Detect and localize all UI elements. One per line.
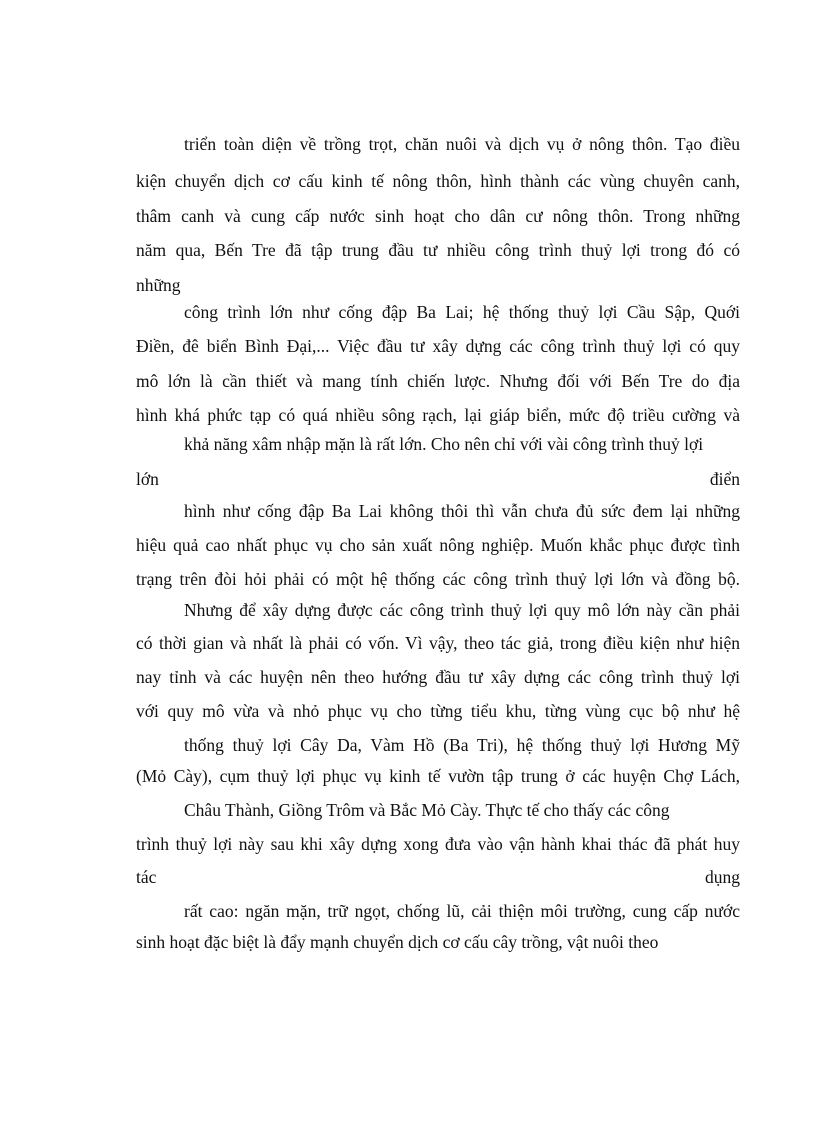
text-line: công trình lớn như cống đập Ba Lai; hệ thống thuỷ lợi Cầu Sập, Quới — [184, 302, 740, 322]
text-line: những — [136, 275, 181, 295]
text-line: năm qua, Bến Tre đã tập trung đầu tư nhiều công trình thuỷ lợi trong đó có — [136, 240, 740, 260]
text-line: hình như cống đập Ba Lai không thôi thì vẫn chưa đủ sức đem lại những — [184, 501, 740, 521]
text-line: khả năng xâm nhập mặn là rất lớn. Cho nên chỉ với vài công trình thuỷ lợi — [184, 434, 704, 454]
text-line: triển toàn diện về trồng trọt, chăn nuôi và dịch vụ ở nông thôn. Tạo điều — [184, 134, 740, 154]
text-line: nay tỉnh và các huyện nên theo hướng đầu tư xây dựng các công trình thuỷ lợi — [136, 667, 740, 687]
text-line: tác dụng — [136, 867, 740, 887]
text-line: lớn điển — [136, 469, 740, 489]
text-line: mô lớn là cần thiết và mang tính chiến lược. Nhưng đối với Bến Tre do địa — [136, 371, 740, 391]
text-line: hiệu quả cao nhất phục vụ cho sản xuất nông nghiệp. Muốn khắc phục được tình — [136, 535, 740, 555]
text-line: rất cao: ngăn mặn, trữ ngọt, chống lũ, cải thiện môi trường, cung cấp nước — [184, 901, 740, 921]
text-line: trạng trên đòi hỏi phải có một hệ thống các công trình thuỷ lợi lớn và đồng bộ. — [136, 569, 740, 589]
text-line: kiện chuyển dịch cơ cấu kinh tế nông thôn, hình thành các vùng chuyên canh, — [136, 171, 740, 191]
text-line: sinh hoạt đặc biệt là đẩy mạnh chuyển dịch cơ cấu cây trồng, vật nuôi theo — [136, 932, 659, 952]
text-line: thâm canh và cung cấp nước sinh hoạt cho dân cư nông thôn. Trong những — [136, 206, 740, 226]
text-line: hình khá phức tạp có quá nhiều sông rạch, lại giáp biển, mức độ triều cường và — [136, 405, 740, 425]
text-line: Châu Thành, Giồng Trôm và Bắc Mỏ Cày. Thực tế cho thấy các công — [184, 800, 670, 820]
text-line: Điền, đê biển Bình Đại,... Việc đầu tư xây dựng các công trình thuỷ lợi có quy — [136, 336, 740, 356]
text-line: Nhưng để xây dựng được các công trình thuỷ lợi quy mô lớn này cần phải — [184, 600, 740, 620]
text-line: với quy mô vừa và nhỏ phục vụ cho từng tiểu khu, từng vùng cục bộ như hệ — [136, 701, 740, 721]
text-line: thống thuỷ lợi Cây Da, Vàm Hồ (Ba Tri), hệ thống thuỷ lợi Hương Mỹ — [184, 735, 740, 755]
text-line: trình thuỷ lợi này sau khi xây dựng xong đưa vào vận hành khai thác đã phát huy — [136, 834, 740, 854]
text-line: có thời gian và nhất là phải có vốn. Vì vậy, theo tác giả, trong điều kiện như hiện — [136, 633, 740, 653]
text-line: (Mỏ Cày), cụm thuỷ lợi phục vụ kinh tế vườn tập trung ở các huyện Chợ Lách, — [136, 766, 740, 786]
